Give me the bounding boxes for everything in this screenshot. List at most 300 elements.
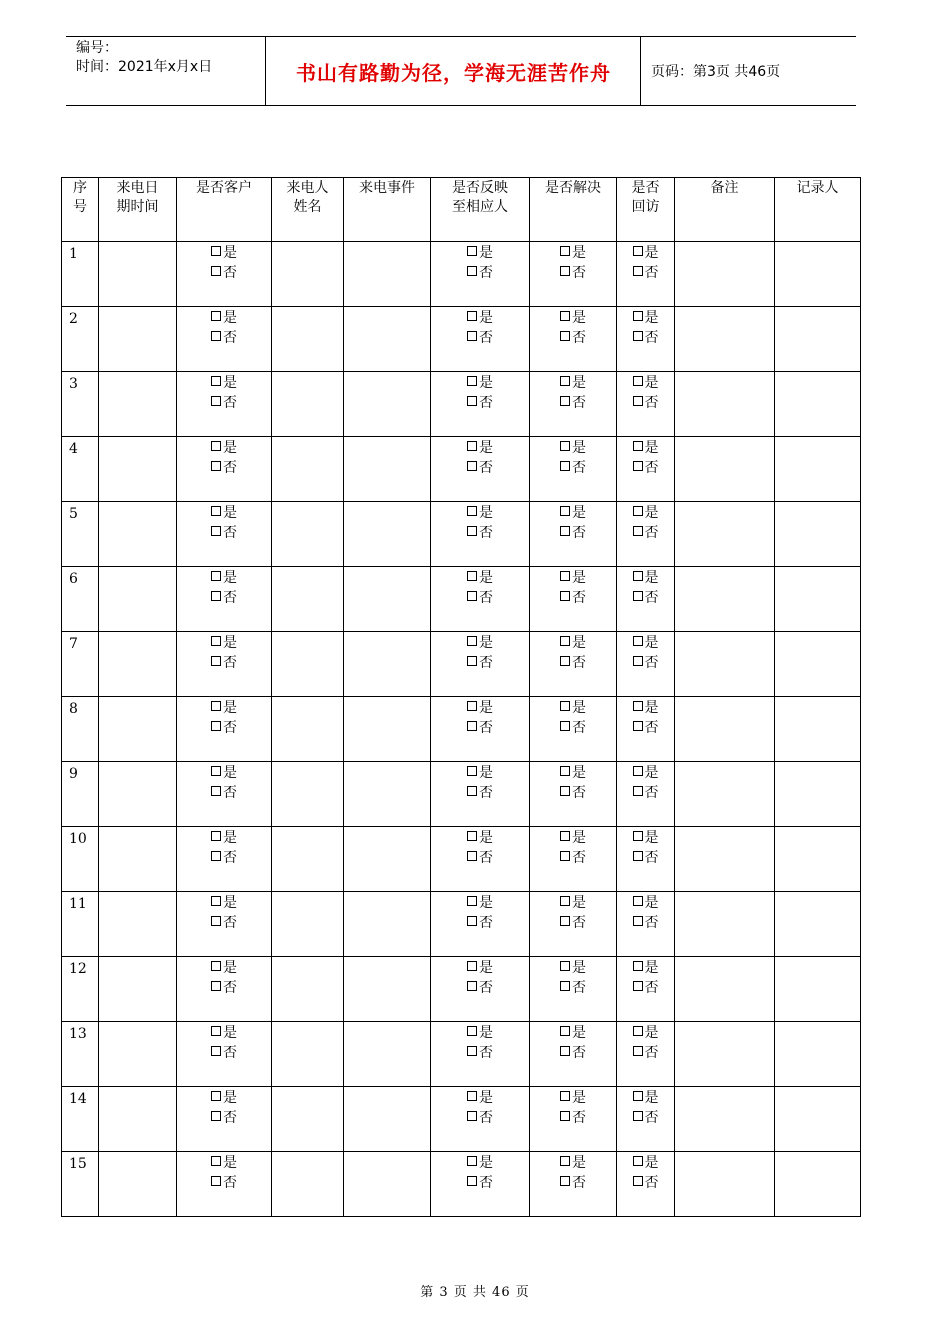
no-option[interactable]: 否 [617, 328, 674, 348]
caller-name-cell[interactable] [272, 697, 344, 762]
yes-option[interactable]: 是 [431, 698, 529, 718]
yes-option[interactable]: 是 [530, 1088, 616, 1108]
remarks-cell[interactable] [675, 827, 775, 892]
yes-option[interactable]: 是 [431, 958, 529, 978]
checkbox-icon[interactable] [560, 981, 570, 991]
no-option[interactable]: 否 [431, 458, 529, 478]
datetime-cell[interactable] [99, 632, 177, 697]
checkbox-icon[interactable] [560, 441, 570, 451]
yes-option[interactable]: 是 [177, 698, 271, 718]
no-option[interactable]: 否 [431, 588, 529, 608]
no-option[interactable]: 否 [617, 783, 674, 803]
no-option[interactable]: 否 [530, 458, 616, 478]
yes-option[interactable]: 是 [530, 568, 616, 588]
event-cell[interactable] [344, 372, 431, 437]
checkbox-icon[interactable] [560, 506, 570, 516]
yes-option[interactable]: 是 [530, 828, 616, 848]
remarks-cell[interactable] [675, 307, 775, 372]
yes-option[interactable]: 是 [177, 568, 271, 588]
checkbox-icon[interactable] [560, 1026, 570, 1036]
yes-option[interactable]: 是 [177, 1088, 271, 1108]
yes-option[interactable]: 是 [617, 698, 674, 718]
yes-option[interactable]: 是 [530, 1153, 616, 1173]
no-option[interactable]: 否 [177, 263, 271, 283]
yes-option[interactable]: 是 [617, 503, 674, 523]
no-option[interactable]: 否 [177, 848, 271, 868]
no-option[interactable]: 否 [530, 783, 616, 803]
checkbox-icon[interactable] [467, 1111, 477, 1121]
checkbox-icon[interactable] [633, 916, 643, 926]
event-cell[interactable] [344, 892, 431, 957]
no-option[interactable]: 否 [617, 1173, 674, 1193]
checkbox-icon[interactable] [467, 896, 477, 906]
checkbox-icon[interactable] [633, 701, 643, 711]
checkbox-icon[interactable] [211, 896, 221, 906]
yes-option[interactable]: 是 [431, 1023, 529, 1043]
checkbox-icon[interactable] [467, 851, 477, 861]
datetime-cell[interactable] [99, 827, 177, 892]
checkbox-icon[interactable] [467, 1046, 477, 1056]
checkbox-icon[interactable] [467, 441, 477, 451]
recorder-cell[interactable] [775, 502, 861, 567]
yes-option[interactable]: 是 [530, 698, 616, 718]
checkbox-icon[interactable] [467, 1026, 477, 1036]
yes-option[interactable]: 是 [530, 893, 616, 913]
no-option[interactable]: 否 [177, 1108, 271, 1128]
no-option[interactable]: 否 [617, 458, 674, 478]
yes-option[interactable]: 是 [431, 568, 529, 588]
checkbox-icon[interactable] [211, 981, 221, 991]
event-cell[interactable] [344, 307, 431, 372]
yes-option[interactable]: 是 [431, 373, 529, 393]
checkbox-icon[interactable] [467, 571, 477, 581]
checkbox-icon[interactable] [211, 851, 221, 861]
no-option[interactable]: 否 [617, 1043, 674, 1063]
no-option[interactable]: 否 [177, 718, 271, 738]
checkbox-icon[interactable] [633, 441, 643, 451]
checkbox-icon[interactable] [211, 376, 221, 386]
caller-name-cell[interactable] [272, 242, 344, 307]
remarks-cell[interactable] [675, 437, 775, 502]
no-option[interactable]: 否 [177, 783, 271, 803]
checkbox-icon[interactable] [560, 961, 570, 971]
yes-option[interactable]: 是 [617, 958, 674, 978]
yes-option[interactable]: 是 [617, 373, 674, 393]
checkbox-icon[interactable] [633, 331, 643, 341]
recorder-cell[interactable] [775, 1022, 861, 1087]
no-option[interactable]: 否 [530, 653, 616, 673]
checkbox-icon[interactable] [633, 636, 643, 646]
checkbox-icon[interactable] [560, 396, 570, 406]
checkbox-icon[interactable] [211, 331, 221, 341]
no-option[interactable]: 否 [177, 328, 271, 348]
checkbox-icon[interactable] [560, 461, 570, 471]
yes-option[interactable]: 是 [177, 373, 271, 393]
remarks-cell[interactable] [675, 632, 775, 697]
checkbox-icon[interactable] [467, 591, 477, 601]
yes-option[interactable]: 是 [530, 243, 616, 263]
yes-option[interactable]: 是 [177, 633, 271, 653]
no-option[interactable]: 否 [530, 588, 616, 608]
checkbox-icon[interactable] [211, 396, 221, 406]
no-option[interactable]: 否 [177, 978, 271, 998]
checkbox-icon[interactable] [211, 766, 221, 776]
checkbox-icon[interactable] [633, 526, 643, 536]
no-option[interactable]: 否 [177, 1173, 271, 1193]
checkbox-icon[interactable] [211, 636, 221, 646]
no-option[interactable]: 否 [431, 978, 529, 998]
checkbox-icon[interactable] [560, 851, 570, 861]
checkbox-icon[interactable] [211, 656, 221, 666]
checkbox-icon[interactable] [467, 636, 477, 646]
no-option[interactable]: 否 [431, 848, 529, 868]
checkbox-icon[interactable] [211, 571, 221, 581]
checkbox-icon[interactable] [211, 526, 221, 536]
no-option[interactable]: 否 [431, 783, 529, 803]
yes-option[interactable]: 是 [530, 633, 616, 653]
checkbox-icon[interactable] [633, 981, 643, 991]
checkbox-icon[interactable] [633, 1156, 643, 1166]
checkbox-icon[interactable] [211, 441, 221, 451]
checkbox-icon[interactable] [467, 831, 477, 841]
datetime-cell[interactable] [99, 567, 177, 632]
no-option[interactable]: 否 [617, 978, 674, 998]
checkbox-icon[interactable] [467, 461, 477, 471]
yes-option[interactable]: 是 [617, 1088, 674, 1108]
event-cell[interactable] [344, 567, 431, 632]
checkbox-icon[interactable] [633, 721, 643, 731]
yes-option[interactable]: 是 [530, 308, 616, 328]
datetime-cell[interactable] [99, 437, 177, 502]
checkbox-icon[interactable] [560, 376, 570, 386]
no-option[interactable]: 否 [530, 263, 616, 283]
caller-name-cell[interactable] [272, 307, 344, 372]
no-option[interactable]: 否 [617, 718, 674, 738]
checkbox-icon[interactable] [211, 916, 221, 926]
datetime-cell[interactable] [99, 242, 177, 307]
checkbox-icon[interactable] [633, 376, 643, 386]
no-option[interactable]: 否 [177, 588, 271, 608]
checkbox-icon[interactable] [633, 506, 643, 516]
event-cell[interactable] [344, 502, 431, 567]
caller-name-cell[interactable] [272, 567, 344, 632]
checkbox-icon[interactable] [560, 571, 570, 581]
no-option[interactable]: 否 [617, 588, 674, 608]
yes-option[interactable]: 是 [177, 438, 271, 458]
checkbox-icon[interactable] [467, 396, 477, 406]
no-option[interactable]: 否 [530, 1173, 616, 1193]
yes-option[interactable]: 是 [617, 893, 674, 913]
checkbox-icon[interactable] [467, 1176, 477, 1186]
recorder-cell[interactable] [775, 892, 861, 957]
no-option[interactable]: 否 [177, 393, 271, 413]
no-option[interactable]: 否 [177, 913, 271, 933]
recorder-cell[interactable] [775, 762, 861, 827]
checkbox-icon[interactable] [211, 266, 221, 276]
datetime-cell[interactable] [99, 1152, 177, 1217]
checkbox-icon[interactable] [560, 656, 570, 666]
datetime-cell[interactable] [99, 892, 177, 957]
event-cell[interactable] [344, 827, 431, 892]
checkbox-icon[interactable] [633, 831, 643, 841]
remarks-cell[interactable] [675, 372, 775, 437]
checkbox-icon[interactable] [633, 961, 643, 971]
checkbox-icon[interactable] [633, 266, 643, 276]
no-option[interactable]: 否 [431, 328, 529, 348]
no-option[interactable]: 否 [617, 263, 674, 283]
caller-name-cell[interactable] [272, 632, 344, 697]
checkbox-icon[interactable] [211, 831, 221, 841]
checkbox-icon[interactable] [467, 656, 477, 666]
checkbox-icon[interactable] [560, 591, 570, 601]
yes-option[interactable]: 是 [177, 243, 271, 263]
yes-option[interactable]: 是 [177, 828, 271, 848]
remarks-cell[interactable] [675, 697, 775, 762]
no-option[interactable]: 否 [177, 523, 271, 543]
datetime-cell[interactable] [99, 502, 177, 567]
yes-option[interactable]: 是 [431, 438, 529, 458]
remarks-cell[interactable] [675, 762, 775, 827]
caller-name-cell[interactable] [272, 502, 344, 567]
yes-option[interactable]: 是 [431, 893, 529, 913]
yes-option[interactable]: 是 [617, 1153, 674, 1173]
yes-option[interactable]: 是 [530, 503, 616, 523]
checkbox-icon[interactable] [560, 1091, 570, 1101]
checkbox-icon[interactable] [560, 1111, 570, 1121]
checkbox-icon[interactable] [560, 1156, 570, 1166]
no-option[interactable]: 否 [617, 913, 674, 933]
caller-name-cell[interactable] [272, 827, 344, 892]
yes-option[interactable]: 是 [177, 958, 271, 978]
no-option[interactable]: 否 [431, 523, 529, 543]
checkbox-icon[interactable] [211, 961, 221, 971]
checkbox-icon[interactable] [211, 1091, 221, 1101]
checkbox-icon[interactable] [211, 701, 221, 711]
yes-option[interactable]: 是 [177, 308, 271, 328]
no-option[interactable]: 否 [530, 1043, 616, 1063]
checkbox-icon[interactable] [560, 331, 570, 341]
yes-option[interactable]: 是 [617, 763, 674, 783]
caller-name-cell[interactable] [272, 1152, 344, 1217]
no-option[interactable]: 否 [431, 913, 529, 933]
checkbox-icon[interactable] [633, 786, 643, 796]
checkbox-icon[interactable] [211, 591, 221, 601]
no-option[interactable]: 否 [617, 393, 674, 413]
yes-option[interactable]: 是 [530, 438, 616, 458]
remarks-cell[interactable] [675, 502, 775, 567]
recorder-cell[interactable] [775, 1152, 861, 1217]
datetime-cell[interactable] [99, 1087, 177, 1152]
checkbox-icon[interactable] [467, 721, 477, 731]
checkbox-icon[interactable] [211, 506, 221, 516]
caller-name-cell[interactable] [272, 372, 344, 437]
yes-option[interactable]: 是 [617, 828, 674, 848]
checkbox-icon[interactable] [633, 1046, 643, 1056]
yes-option[interactable]: 是 [177, 763, 271, 783]
recorder-cell[interactable] [775, 242, 861, 307]
checkbox-icon[interactable] [211, 786, 221, 796]
yes-option[interactable]: 是 [431, 828, 529, 848]
checkbox-icon[interactable] [633, 656, 643, 666]
checkbox-icon[interactable] [633, 591, 643, 601]
event-cell[interactable] [344, 762, 431, 827]
checkbox-icon[interactable] [211, 311, 221, 321]
recorder-cell[interactable] [775, 437, 861, 502]
checkbox-icon[interactable] [467, 981, 477, 991]
checkbox-icon[interactable] [633, 1091, 643, 1101]
caller-name-cell[interactable] [272, 1087, 344, 1152]
checkbox-icon[interactable] [633, 246, 643, 256]
no-option[interactable]: 否 [530, 848, 616, 868]
yes-option[interactable]: 是 [177, 893, 271, 913]
no-option[interactable]: 否 [530, 718, 616, 738]
no-option[interactable]: 否 [530, 1108, 616, 1128]
checkbox-icon[interactable] [467, 526, 477, 536]
datetime-cell[interactable] [99, 957, 177, 1022]
yes-option[interactable]: 是 [617, 1023, 674, 1043]
no-option[interactable]: 否 [431, 1108, 529, 1128]
checkbox-icon[interactable] [211, 461, 221, 471]
recorder-cell[interactable] [775, 957, 861, 1022]
yes-option[interactable]: 是 [617, 633, 674, 653]
no-option[interactable]: 否 [617, 523, 674, 543]
checkbox-icon[interactable] [211, 1111, 221, 1121]
no-option[interactable]: 否 [617, 653, 674, 673]
checkbox-icon[interactable] [211, 1046, 221, 1056]
event-cell[interactable] [344, 632, 431, 697]
checkbox-icon[interactable] [560, 721, 570, 731]
checkbox-icon[interactable] [560, 831, 570, 841]
checkbox-icon[interactable] [560, 786, 570, 796]
checkbox-icon[interactable] [560, 916, 570, 926]
event-cell[interactable] [344, 697, 431, 762]
checkbox-icon[interactable] [633, 851, 643, 861]
no-option[interactable]: 否 [431, 1043, 529, 1063]
recorder-cell[interactable] [775, 697, 861, 762]
no-option[interactable]: 否 [530, 978, 616, 998]
checkbox-icon[interactable] [467, 266, 477, 276]
datetime-cell[interactable] [99, 307, 177, 372]
recorder-cell[interactable] [775, 632, 861, 697]
checkbox-icon[interactable] [633, 1026, 643, 1036]
recorder-cell[interactable] [775, 1087, 861, 1152]
event-cell[interactable] [344, 1022, 431, 1087]
event-cell[interactable] [344, 242, 431, 307]
no-option[interactable]: 否 [617, 1108, 674, 1128]
no-option[interactable]: 否 [177, 1043, 271, 1063]
no-option[interactable]: 否 [530, 328, 616, 348]
event-cell[interactable] [344, 1152, 431, 1217]
yes-option[interactable]: 是 [431, 1088, 529, 1108]
yes-option[interactable]: 是 [617, 243, 674, 263]
yes-option[interactable]: 是 [431, 243, 529, 263]
remarks-cell[interactable] [675, 242, 775, 307]
checkbox-icon[interactable] [633, 396, 643, 406]
recorder-cell[interactable] [775, 567, 861, 632]
checkbox-icon[interactable] [467, 1156, 477, 1166]
checkbox-icon[interactable] [560, 266, 570, 276]
yes-option[interactable]: 是 [617, 308, 674, 328]
recorder-cell[interactable] [775, 307, 861, 372]
no-option[interactable]: 否 [177, 653, 271, 673]
yes-option[interactable]: 是 [530, 1023, 616, 1043]
checkbox-icon[interactable] [467, 786, 477, 796]
yes-option[interactable]: 是 [617, 568, 674, 588]
yes-option[interactable]: 是 [177, 1153, 271, 1173]
caller-name-cell[interactable] [272, 892, 344, 957]
no-option[interactable]: 否 [431, 393, 529, 413]
yes-option[interactable]: 是 [177, 503, 271, 523]
checkbox-icon[interactable] [560, 1046, 570, 1056]
checkbox-icon[interactable] [633, 311, 643, 321]
caller-name-cell[interactable] [272, 437, 344, 502]
remarks-cell[interactable] [675, 1022, 775, 1087]
yes-option[interactable]: 是 [431, 633, 529, 653]
checkbox-icon[interactable] [560, 636, 570, 646]
checkbox-icon[interactable] [633, 571, 643, 581]
checkbox-icon[interactable] [467, 331, 477, 341]
checkbox-icon[interactable] [467, 246, 477, 256]
yes-option[interactable]: 是 [530, 763, 616, 783]
checkbox-icon[interactable] [560, 766, 570, 776]
checkbox-icon[interactable] [560, 896, 570, 906]
checkbox-icon[interactable] [560, 701, 570, 711]
checkbox-icon[interactable] [633, 461, 643, 471]
datetime-cell[interactable] [99, 372, 177, 437]
event-cell[interactable] [344, 957, 431, 1022]
checkbox-icon[interactable] [560, 246, 570, 256]
event-cell[interactable] [344, 437, 431, 502]
checkbox-icon[interactable] [560, 1176, 570, 1186]
checkbox-icon[interactable] [633, 766, 643, 776]
yes-option[interactable]: 是 [617, 438, 674, 458]
yes-option[interactable]: 是 [431, 763, 529, 783]
checkbox-icon[interactable] [633, 1176, 643, 1186]
yes-option[interactable]: 是 [177, 1023, 271, 1043]
checkbox-icon[interactable] [633, 1111, 643, 1121]
checkbox-icon[interactable] [467, 701, 477, 711]
checkbox-icon[interactable] [211, 1156, 221, 1166]
remarks-cell[interactable] [675, 1087, 775, 1152]
caller-name-cell[interactable] [272, 762, 344, 827]
yes-option[interactable]: 是 [530, 373, 616, 393]
datetime-cell[interactable] [99, 1022, 177, 1087]
checkbox-icon[interactable] [467, 766, 477, 776]
no-option[interactable]: 否 [177, 458, 271, 478]
no-option[interactable]: 否 [431, 1173, 529, 1193]
no-option[interactable]: 否 [431, 718, 529, 738]
remarks-cell[interactable] [675, 1152, 775, 1217]
checkbox-icon[interactable] [467, 376, 477, 386]
caller-name-cell[interactable] [272, 957, 344, 1022]
no-option[interactable]: 否 [431, 263, 529, 283]
datetime-cell[interactable] [99, 697, 177, 762]
datetime-cell[interactable] [99, 762, 177, 827]
no-option[interactable]: 否 [530, 523, 616, 543]
checkbox-icon[interactable] [467, 961, 477, 971]
checkbox-icon[interactable] [211, 721, 221, 731]
checkbox-icon[interactable] [560, 526, 570, 536]
recorder-cell[interactable] [775, 827, 861, 892]
checkbox-icon[interactable] [467, 916, 477, 926]
yes-option[interactable]: 是 [530, 958, 616, 978]
no-option[interactable]: 否 [431, 653, 529, 673]
remarks-cell[interactable] [675, 567, 775, 632]
no-option[interactable]: 否 [530, 913, 616, 933]
checkbox-icon[interactable] [211, 246, 221, 256]
checkbox-icon[interactable] [467, 311, 477, 321]
no-option[interactable]: 否 [617, 848, 674, 868]
